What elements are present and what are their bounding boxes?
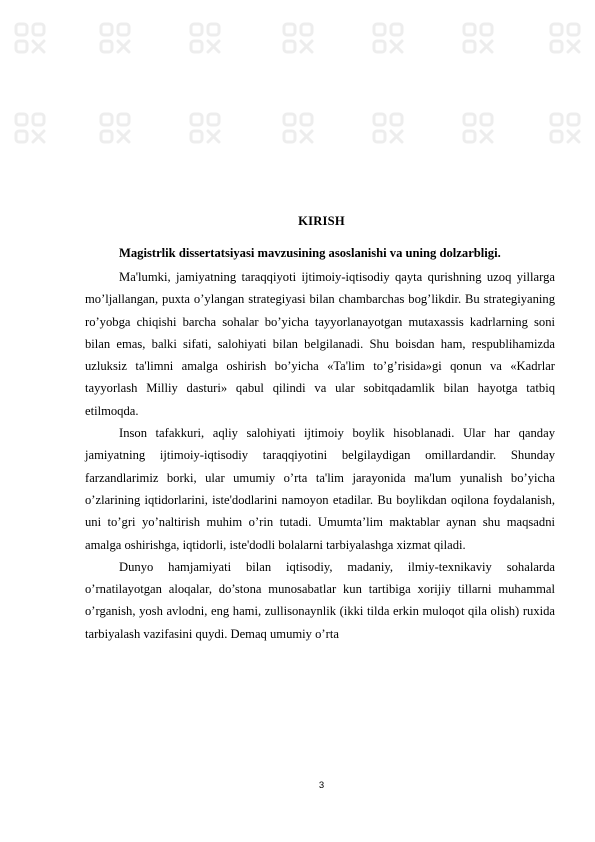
page-title: KIRISH xyxy=(298,214,345,228)
body-text xyxy=(85,266,555,645)
paragraph-1: Ma'lumki, jamiyatning taraqqiyoti ijtimoiy-iqtisodiy qayta qurishning uzoq yillarga mo’ljallangan, puxta o’ylangan strategiyasi bilan chambarchas bog’likdir. Bu strategiyaning ro’yobga chiqishi barcha sohalar bo’yicha tayyorlanayotgan mutaxassis kadrlarning soni bilan emas, balki sifati, salohiyati bilan belgilanadi. Shu boisdan ham, respublihamizda uzluksiz ta'limni amalga oshirish bo’yicha «Ta'lim to’g’risida»gi qonun va «Kadrlar tayyorlash Milliy dasturi» qabul qilindi va ular sobitqadamlik bilan hayotga tatbiq etilmoqda. xyxy=(85,270,555,418)
section-subheading: Magistrlik dissertatsiyasi mavzusining asoslanishi va uning dolzarbligi. xyxy=(119,246,501,260)
page-number: 3 xyxy=(318,780,325,791)
paragraph-2: Inson tafakkuri, aqliy salohiyati ijtimoiy boylik hisoblanadi. Ular har qanday jamiyatning ijtimoiy-iqtisodiy taraqqiyotini belgilaydigan omillardandir. Shunday farzandlarimiz borki, ular umumiy o’rta ta'lim jarayonida ma'lum yunalish bo’yicha o’zlarining iqtidorlarini, iste'dodlarini namoyon etadilar. Bu boylikdan oqilona foydalanish, uni to’gri yo’naltirish muhim o’rin tutadi. Umumta’lim maktablar aynan shu maqsadni amalga oshirishga, iqtidorli, iste'dodli bolalarni tarbiyalashga xizmat qiladi. xyxy=(85,426,555,552)
paragraph-3: Dunyo hamjamiyati bilan iqtisodiy, madaniy, ilmiy-texnikaviy sohalarda o’rnatilayotgan aloqalar, do’stona munosabatlar kun tartibiga xorijiy tillarni muhammal o’rganish, yosh avlodni, eng hami, zullisonaynlik (ikki tilda erkin muloqot qila olish) ruxida tarbiyalash vazifasini quydi. Demaq umumiy o’rta xyxy=(85,559,555,641)
